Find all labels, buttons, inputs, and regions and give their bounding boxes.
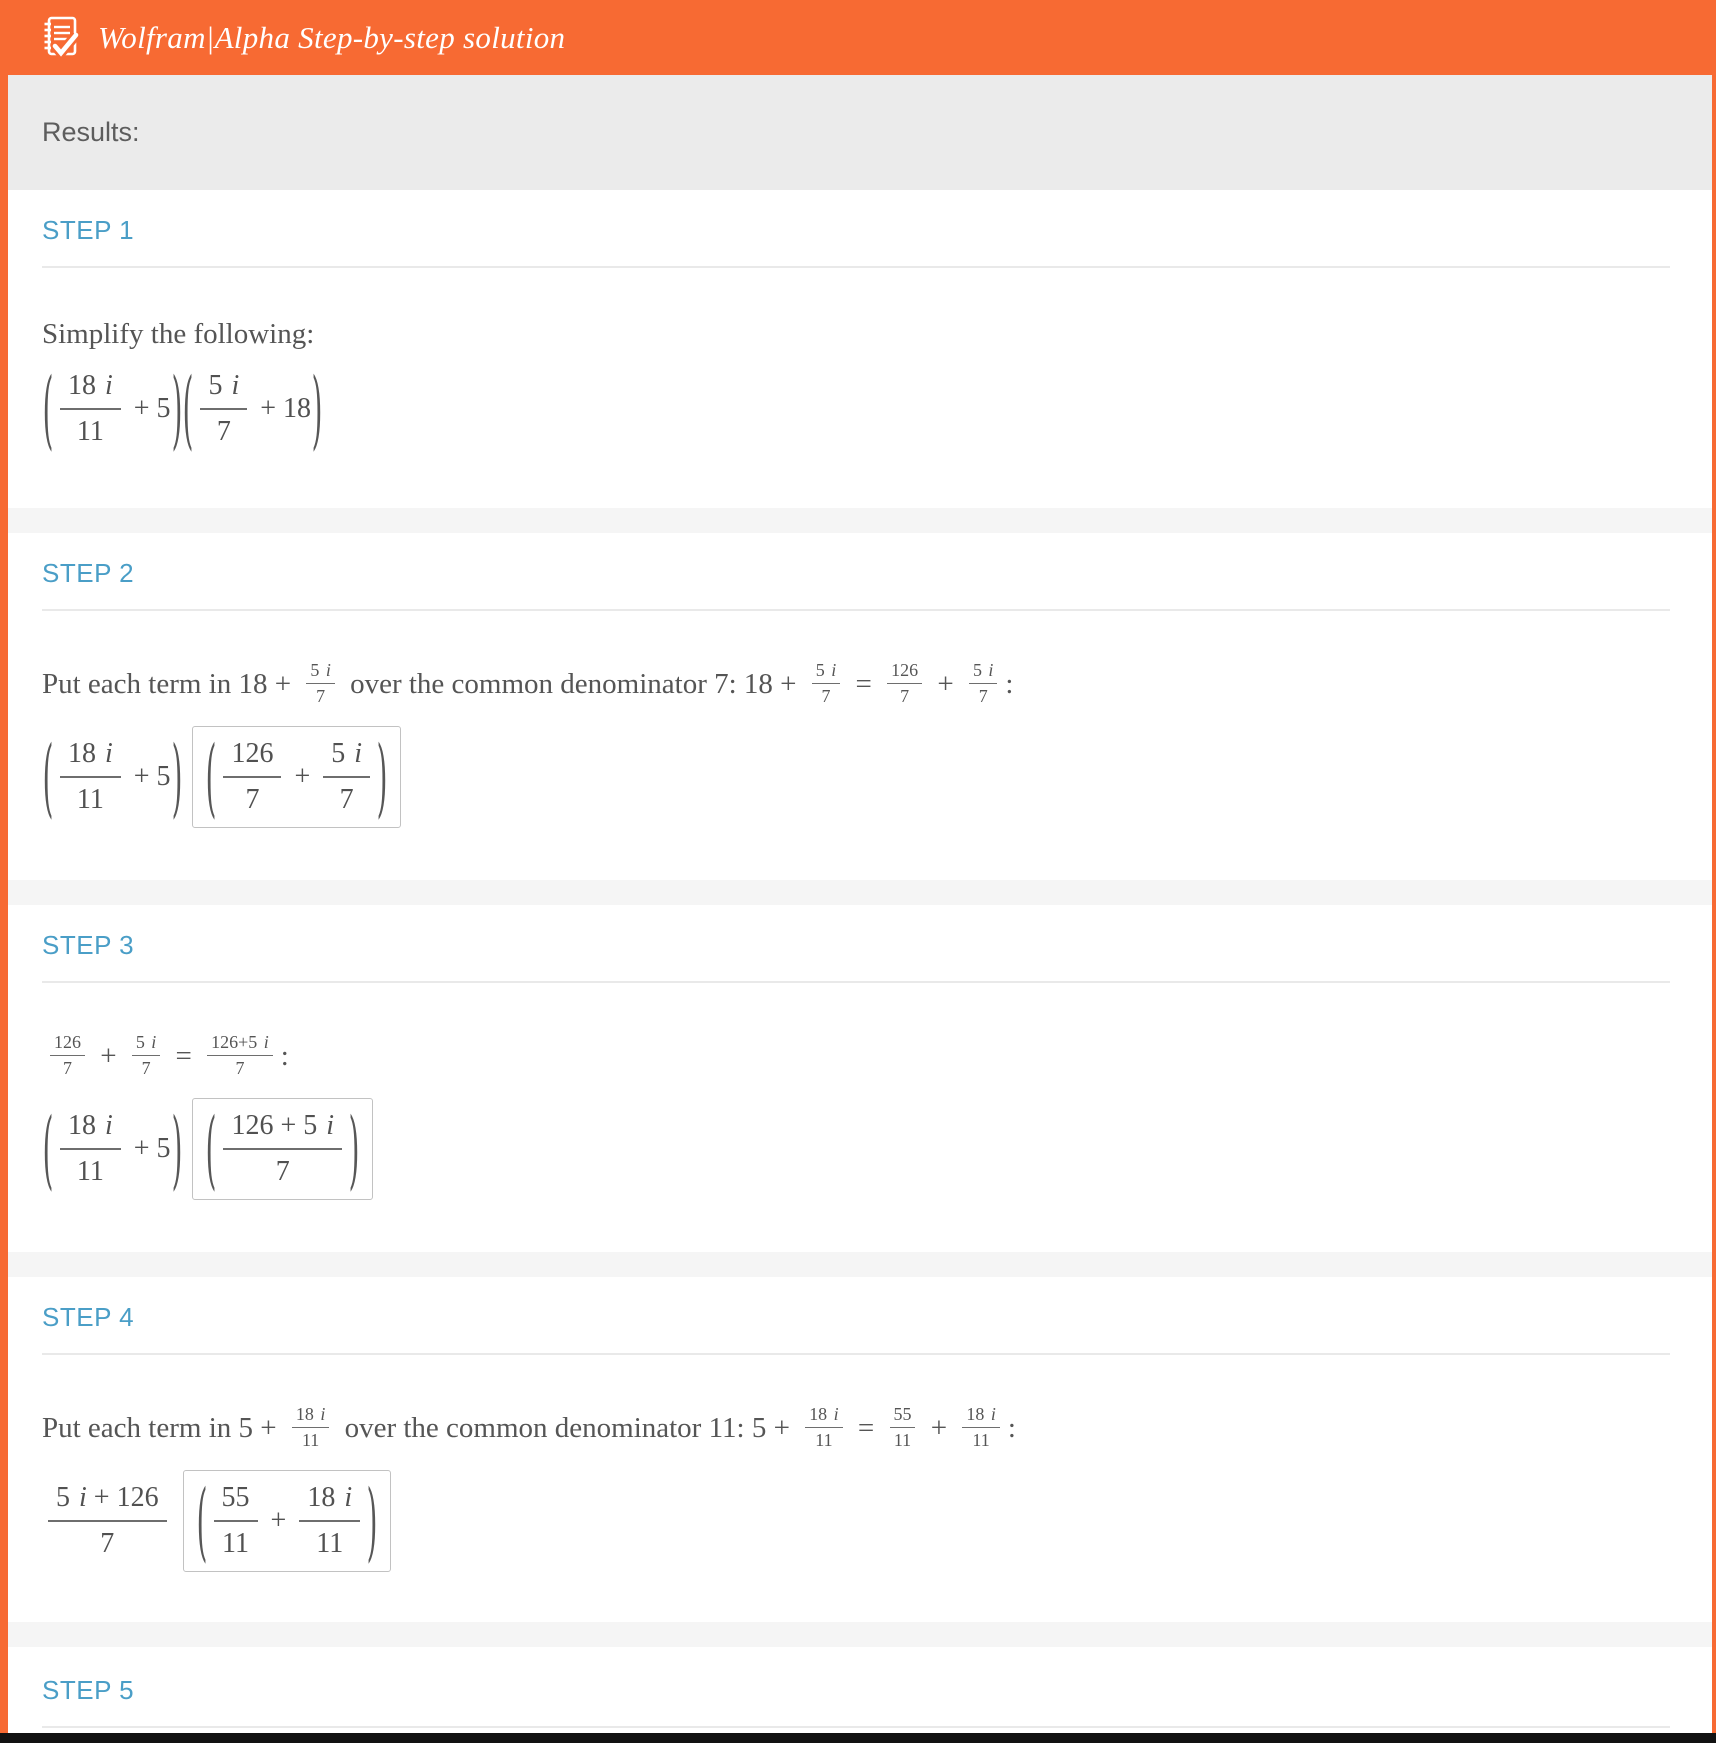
statement-text: :: [1005, 668, 1014, 701]
step-1-label: STEP 1: [42, 215, 135, 245]
open-paren-glyph: (: [42, 727, 54, 827]
step-2-section: [8, 533, 1712, 880]
close-paren-glyph: ): [171, 1099, 182, 1199]
denominator: 11: [214, 1520, 258, 1561]
inline-fraction: [887, 660, 922, 707]
step-4-section: [8, 1277, 1712, 1622]
fraction: [60, 737, 121, 816]
denominator: 7: [48, 1520, 167, 1561]
open-paren-glyph: (: [206, 727, 217, 827]
step-3-label: STEP 3: [42, 930, 135, 960]
denominator: 7: [132, 1055, 160, 1079]
numerator: 18 i: [295, 1404, 326, 1424]
inline-fraction: [969, 660, 997, 707]
math-text: +: [263, 1505, 294, 1537]
inline-fraction: [962, 1404, 999, 1451]
step-4-statement: [42, 1405, 1670, 1452]
imaginary-unit: i: [325, 660, 331, 680]
divider: [42, 609, 1670, 611]
imaginary-unit: i: [988, 660, 994, 680]
inline-fraction: [132, 1032, 160, 1079]
fraction: [48, 1481, 167, 1560]
fraction: [214, 1481, 258, 1560]
open-paren-glyph: (: [42, 1099, 54, 1199]
fraction: [223, 737, 281, 816]
step-1-section: [8, 190, 1712, 508]
open-paren-glyph: (: [42, 358, 54, 459]
math-text: + 5: [126, 1133, 171, 1165]
numerator: 5 i: [331, 738, 363, 770]
denominator: 7: [306, 683, 334, 707]
numerator: 5 i: [310, 660, 331, 680]
open-paren-glyph: (: [206, 1099, 217, 1199]
results-band: [8, 75, 1712, 190]
denominator: 11: [60, 776, 121, 817]
imaginary-unit: i: [79, 1482, 87, 1514]
step-1-formula: [42, 358, 1670, 459]
page-title: Wolfram|Alpha Step-by-step solution: [98, 19, 566, 55]
inline-fraction: [805, 1404, 842, 1451]
step-3-formula: [42, 1098, 1670, 1199]
divider: [42, 981, 1670, 983]
imaginary-unit: i: [104, 738, 113, 770]
denominator: 11: [60, 1148, 121, 1189]
denominator: 7: [969, 683, 997, 707]
denominator: 7: [50, 1055, 85, 1079]
highlight-box: [192, 1098, 372, 1199]
numerator: 126: [891, 660, 919, 680]
numerator: 126+5 i: [211, 1032, 269, 1052]
denominator: 11: [890, 1427, 916, 1451]
notepad-check-icon: [42, 15, 82, 61]
numerator: 18 i: [67, 738, 113, 770]
numerator: 18 i: [67, 370, 113, 401]
denominator: 7: [200, 408, 247, 449]
imaginary-unit: i: [990, 1404, 996, 1424]
statement-text: Put each term in 18 +: [42, 668, 299, 701]
imaginary-unit: i: [320, 1404, 326, 1424]
cropped-next-row-strip: [0, 1733, 1716, 1743]
numerator: 18 i: [966, 1404, 996, 1424]
statement-text: =: [168, 1040, 200, 1073]
statement-text: over the common denominator 7: 18 +: [342, 668, 804, 701]
open-paren-glyph: (: [183, 358, 194, 459]
math-text: +: [287, 761, 318, 793]
imaginary-unit: i: [354, 738, 363, 770]
math-text: + 5: [126, 761, 171, 793]
inline-fraction: [292, 1404, 329, 1451]
math-text: + 5: [126, 392, 171, 424]
numerator: 126: [54, 1032, 81, 1052]
statement-text: Put each term in 5 +: [42, 1412, 284, 1445]
inline-fraction: [306, 660, 334, 707]
statement-text: +: [930, 668, 961, 701]
close-paren-glyph: ): [376, 727, 388, 827]
divider: [42, 266, 1670, 268]
statement-text: Simplify the following:: [42, 318, 315, 350]
step-2-formula: [42, 726, 1670, 827]
numerator: 18 i: [67, 1110, 113, 1142]
section-separator: [8, 1622, 1712, 1647]
highlight-box: [192, 726, 400, 827]
imaginary-unit: i: [151, 1032, 157, 1052]
step-3-section: [8, 905, 1712, 1252]
fraction: [223, 1109, 342, 1188]
numerator: 5 i: [135, 1032, 157, 1052]
denominator: 11: [299, 1520, 360, 1561]
denominator: 7: [207, 1055, 273, 1079]
statement-text: over the common denominator 11: 5 +: [337, 1412, 798, 1445]
numerator: 55: [221, 1482, 250, 1514]
numerator: 5 i: [815, 660, 837, 680]
denominator: 7: [887, 683, 922, 707]
denominator: 7: [223, 1148, 342, 1189]
denominator: 7: [812, 683, 840, 707]
section-separator: [8, 880, 1712, 905]
fraction: [323, 737, 370, 816]
fraction: [299, 1481, 360, 1560]
inline-fraction: [207, 1032, 273, 1079]
step-4-formula: [42, 1470, 1670, 1571]
denominator: 11: [962, 1427, 999, 1451]
math-text: + 18: [253, 392, 312, 424]
divider: [42, 1726, 1670, 1728]
numerator: 55: [893, 1404, 912, 1424]
numerator: 5 i: [208, 370, 240, 401]
imaginary-unit: i: [263, 1032, 269, 1052]
close-paren-glyph: ): [366, 1471, 378, 1571]
denominator: 7: [323, 776, 370, 817]
fraction: [60, 1109, 121, 1188]
statement-text: =: [848, 668, 880, 701]
statement-text: :: [1007, 1412, 1016, 1445]
section-separator: [8, 508, 1712, 533]
divider: [42, 1353, 1670, 1355]
numerator: 5 i: [972, 660, 994, 680]
step-5-label: STEP 5: [42, 1675, 135, 1705]
numerator: 126: [231, 738, 274, 770]
imaginary-unit: i: [104, 370, 113, 401]
imaginary-unit: i: [326, 1110, 335, 1142]
step-2-label: STEP 2: [42, 558, 135, 588]
numerator: 18 i: [307, 1482, 353, 1514]
imaginary-unit: i: [104, 1110, 113, 1142]
highlight-box: [183, 1470, 391, 1571]
close-paren-glyph: ): [311, 358, 323, 459]
imaginary-unit: i: [344, 1482, 353, 1514]
close-paren-glyph: ): [171, 727, 182, 827]
inline-fraction: [50, 1032, 85, 1079]
section-separator: [8, 1252, 1712, 1277]
step-1-statement: [42, 318, 1670, 351]
step-4-label: STEP 4: [42, 1302, 135, 1332]
imaginary-unit: i: [231, 370, 240, 401]
step-5-section: [8, 1647, 1712, 1733]
denominator: 11: [805, 1427, 842, 1451]
header-bar: [8, 0, 1712, 75]
step-3-statement: [42, 1033, 1670, 1080]
close-paren-glyph: ): [171, 358, 182, 459]
imaginary-unit: i: [833, 1404, 839, 1424]
inline-fraction: [890, 1404, 916, 1451]
results-label: Results:: [42, 117, 140, 147]
open-paren-glyph: (: [196, 1471, 207, 1571]
imaginary-unit: i: [831, 660, 837, 680]
statement-text: +: [92, 1040, 124, 1073]
close-paren-glyph: ): [348, 1099, 360, 1199]
statement-text: :: [280, 1040, 289, 1073]
denominator: 7: [223, 776, 281, 817]
statement-text: =: [850, 1412, 882, 1445]
numerator: 18 i: [809, 1404, 839, 1424]
numerator: 126 + 5 i: [231, 1110, 335, 1142]
inline-fraction: [812, 660, 840, 707]
fraction: [200, 369, 247, 448]
denominator: 11: [292, 1427, 329, 1451]
denominator: 11: [60, 408, 121, 449]
step-2-statement: [42, 661, 1670, 708]
fraction: [60, 369, 121, 448]
numerator: 5 i + 126: [56, 1482, 159, 1514]
statement-text: +: [923, 1412, 955, 1445]
